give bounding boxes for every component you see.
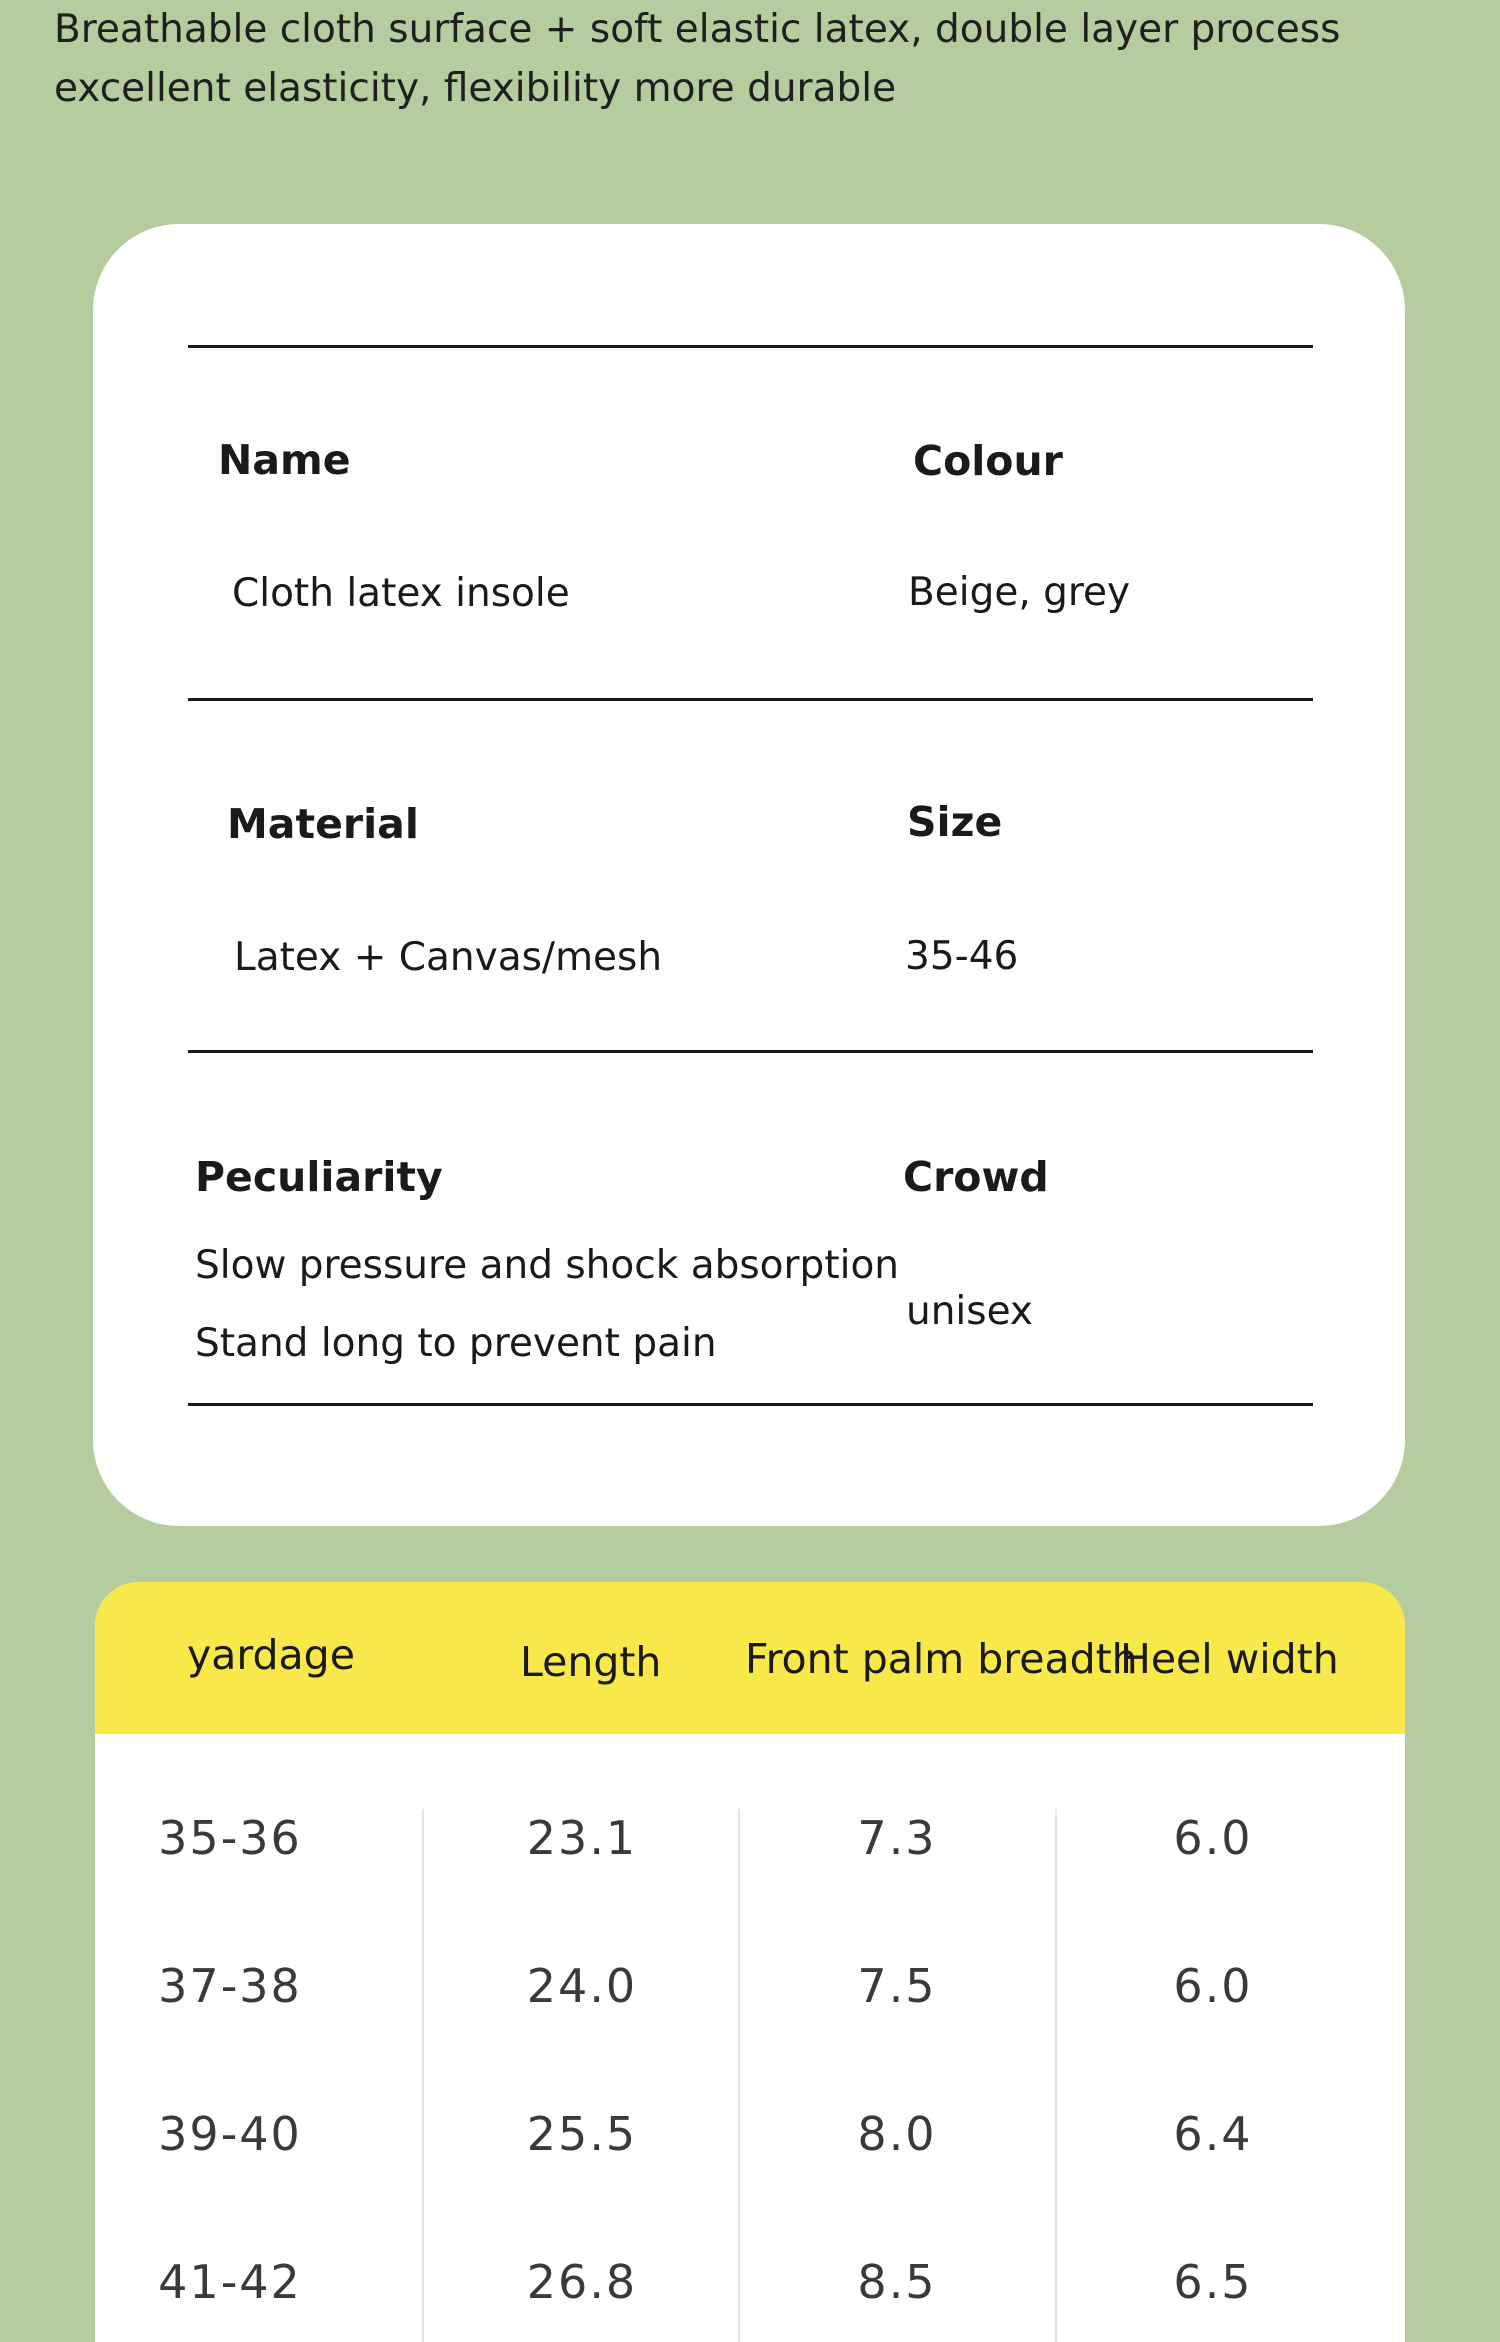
- header-length: Length: [520, 1638, 662, 1686]
- divider-2: [188, 1050, 1313, 1053]
- cell-heel-width: 6.5: [1173, 2255, 1253, 2309]
- name-label: Name: [218, 436, 351, 484]
- cell-front-palm-breadth: 8.0: [857, 2107, 937, 2161]
- peculiarity-line-2: Stand long to prevent pain: [195, 1321, 717, 1366]
- header-heel-width: Heel width: [1120, 1635, 1339, 1683]
- table-row: [95, 1946, 1405, 2026]
- material-label: Material: [227, 800, 419, 848]
- size-table: [95, 1582, 1405, 2342]
- header-yardage: yardage: [187, 1631, 355, 1679]
- header-front-palm-breadth: Front palm breadth: [745, 1635, 1138, 1683]
- cell-yardage: 41-42: [158, 2255, 302, 2309]
- cell-length: 25.5: [526, 2107, 638, 2161]
- name-value: Cloth latex insole: [232, 571, 570, 616]
- intro-line-2: excellent elasticity, flexibility more durable: [54, 66, 897, 111]
- cell-yardage: 39-40: [158, 2107, 302, 2161]
- colour-value: Beige, grey: [908, 570, 1131, 615]
- cell-front-palm-breadth: 8.5: [857, 2255, 937, 2309]
- table-row: [95, 2242, 1405, 2322]
- intro-text: [54, 0, 1454, 118]
- size-value: 35-46: [905, 934, 1019, 979]
- cell-heel-width: 6.0: [1173, 1959, 1253, 2013]
- table-row: [95, 1798, 1405, 1878]
- cell-length: 23.1: [526, 1811, 638, 1865]
- cell-length: 24.0: [526, 1959, 638, 2013]
- table-header: [95, 1582, 1405, 1734]
- material-value: Latex + Canvas/mesh: [234, 935, 663, 980]
- cell-length: 26.8: [526, 2255, 638, 2309]
- crowd-label: Crowd: [903, 1153, 1049, 1201]
- divider-bottom: [188, 1403, 1313, 1406]
- cell-yardage: 35-36: [158, 1811, 302, 1865]
- cell-heel-width: 6.4: [1173, 2107, 1253, 2161]
- colour-label: Colour: [913, 437, 1063, 485]
- intro-line-1: Breathable cloth surface + soft elastic latex, double layer process: [54, 7, 1341, 52]
- peculiarity-label: Peculiarity: [195, 1153, 443, 1201]
- divider-top: [188, 345, 1313, 348]
- spec-card: [93, 224, 1405, 1526]
- cell-front-palm-breadth: 7.3: [857, 1811, 937, 1865]
- cell-heel-width: 6.0: [1173, 1811, 1253, 1865]
- table-row: [95, 2094, 1405, 2174]
- cell-yardage: 37-38: [158, 1959, 302, 2013]
- crowd-value: unisex: [906, 1289, 1033, 1334]
- size-label: Size: [907, 798, 1003, 846]
- peculiarity-line-1: Slow pressure and shock absorption: [195, 1243, 900, 1288]
- cell-front-palm-breadth: 7.5: [857, 1959, 937, 2013]
- divider-1: [188, 698, 1313, 701]
